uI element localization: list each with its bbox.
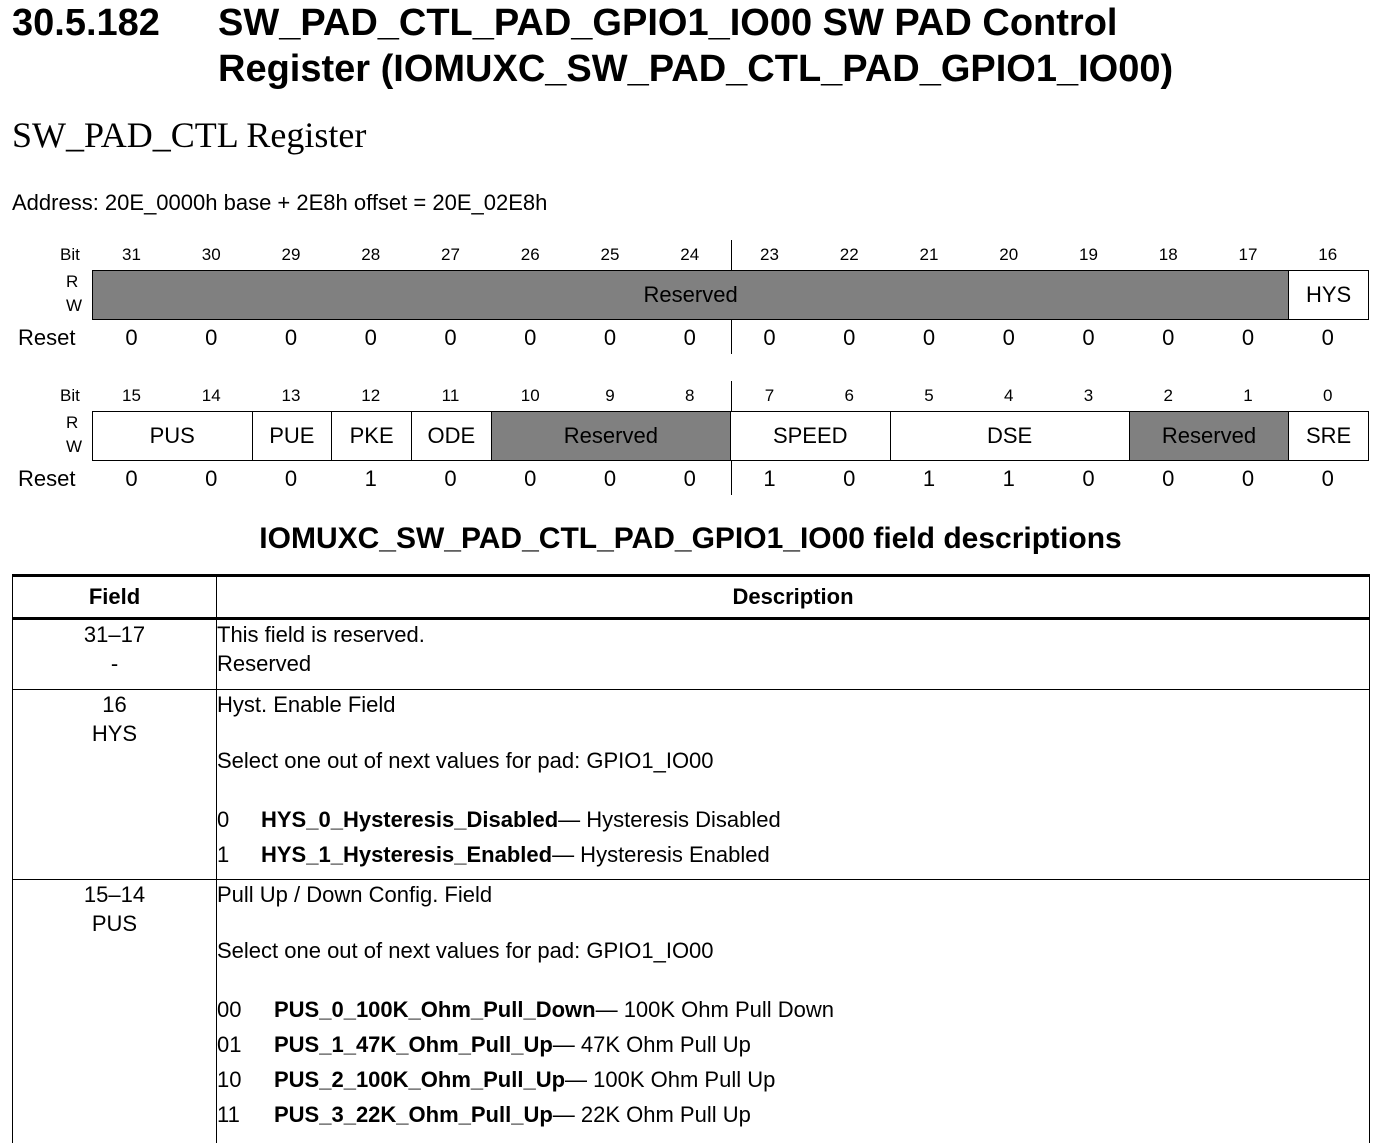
reset-value: 1 xyxy=(364,466,377,491)
register-field-sre: SRE xyxy=(1288,411,1369,461)
write-label: W xyxy=(66,437,83,456)
bit-number: 16 xyxy=(1318,245,1338,264)
description-cell xyxy=(217,690,1370,880)
bit-number: 8 xyxy=(685,386,695,405)
bit-number: 5 xyxy=(924,386,934,405)
reset-value: 0 xyxy=(763,325,776,350)
value-description: — 47K Ohm Pull Up xyxy=(552,1032,751,1057)
table-row xyxy=(13,619,1370,690)
value-item xyxy=(217,992,1369,1027)
bit-number: 11 xyxy=(441,386,460,405)
register-subtitle: SW_PAD_CTL Register xyxy=(12,115,367,155)
reset-value: 0 xyxy=(364,325,377,350)
value-code: 01 xyxy=(217,1032,242,1057)
reset-value: 0 xyxy=(524,325,537,350)
field-bits: 16 xyxy=(102,692,127,717)
reset-value: 0 xyxy=(1241,325,1255,350)
field-name: - xyxy=(110,651,119,676)
value-item xyxy=(217,1027,1369,1062)
reset-value: 0 xyxy=(205,325,218,350)
reset-value: 1 xyxy=(922,466,936,491)
table-row xyxy=(13,880,1370,1143)
value-description: — Hysteresis Enabled xyxy=(552,842,770,867)
reset-value: 0 xyxy=(284,466,298,491)
value-name: PUS_0_100K_Ohm_Pull_Down xyxy=(274,997,596,1022)
bit-number: 7 xyxy=(764,386,775,405)
reset-value: 0 xyxy=(444,466,457,491)
reset-value: 0 xyxy=(1082,466,1095,491)
description-text: Pull Up / Down Config. Field xyxy=(217,882,493,907)
bit-number: 17 xyxy=(1238,245,1258,264)
reset-value: 0 xyxy=(843,466,856,491)
bit-number: 3 xyxy=(1083,386,1094,405)
bit-label: Bit xyxy=(60,245,80,264)
value-name: PUS_1_47K_Ohm_Pull_Up xyxy=(274,1032,553,1057)
field-cell xyxy=(13,690,217,880)
bit-number: 25 xyxy=(600,245,620,264)
register-field-hys: HYS xyxy=(1288,270,1369,320)
reserved-field: Reserved xyxy=(92,270,1289,320)
bit-number: 20 xyxy=(999,245,1019,264)
reset-value: 1 xyxy=(1002,466,1015,491)
value-item xyxy=(217,1097,1369,1132)
value-name: HYS_1_Hysteresis_Enabled xyxy=(261,842,553,867)
read-label: R xyxy=(66,272,79,291)
register-diagram-lower xyxy=(0,381,1381,511)
section-title-line1: SW_PAD_CTL_PAD_GPIO1_IO00 SW PAD Control xyxy=(218,2,1118,44)
reset-value: 0 xyxy=(284,325,298,350)
value-item xyxy=(217,802,1369,837)
reset-value: 0 xyxy=(125,466,138,491)
reset-value: 1 xyxy=(763,466,776,491)
bit-number: 31 xyxy=(122,245,141,264)
bit-number: 2 xyxy=(1163,386,1173,405)
reset-value: 0 xyxy=(1321,325,1334,350)
bit-number: 12 xyxy=(361,386,381,405)
description-cell xyxy=(217,880,1370,1143)
bit-label: Bit xyxy=(60,386,80,405)
reset-label: Reset xyxy=(18,325,76,350)
reset-value: 0 xyxy=(683,325,696,350)
value-name: PUS_3_22K_Ohm_Pull_Up xyxy=(274,1102,553,1127)
bit-number: 26 xyxy=(520,245,540,264)
field-name: HYS xyxy=(91,721,138,746)
reset-value: 0 xyxy=(1162,466,1175,491)
value-code: 11 xyxy=(217,1102,240,1127)
value-code: 1 xyxy=(217,842,230,867)
bit-number: 4 xyxy=(1004,386,1014,405)
table-header-row xyxy=(13,576,1370,619)
value-code: 10 xyxy=(217,1067,242,1092)
description-text: Reserved xyxy=(217,651,312,676)
value-code: 00 xyxy=(217,997,242,1022)
bit-number: 23 xyxy=(760,245,779,264)
register-diagram-upper xyxy=(0,240,1381,370)
register-address: Address: 20E_0000h base + 2E8h offset = 20E_02E8h xyxy=(12,190,548,215)
bit-number: 24 xyxy=(680,245,700,264)
column-header-description: Description xyxy=(217,576,1370,619)
reset-value: 0 xyxy=(205,466,218,491)
reset-value: 0 xyxy=(125,325,138,350)
reset-value: 0 xyxy=(1082,325,1095,350)
value-description: — 22K Ohm Pull Up xyxy=(552,1102,751,1127)
bit-number: 13 xyxy=(281,386,301,405)
bit-number: 29 xyxy=(281,245,301,264)
write-label: W xyxy=(66,296,83,315)
register-field-speed: SPEED xyxy=(730,411,891,461)
section-number: 30.5.182 xyxy=(12,2,160,44)
section-title xyxy=(218,0,1173,92)
reset-value: 0 xyxy=(1321,466,1334,491)
read-label: R xyxy=(66,413,79,432)
field-cell xyxy=(13,619,217,690)
field-description-table xyxy=(12,574,1370,1143)
value-description: — 100K Ohm Pull Down xyxy=(595,997,835,1022)
select-instruction: Select one out of next values for pad: GPIO1_IO00 xyxy=(217,748,714,773)
reset-value: 0 xyxy=(683,466,696,491)
bit-number: 18 xyxy=(1158,245,1178,264)
reset-value: 0 xyxy=(603,466,617,491)
description-cell xyxy=(217,619,1370,690)
register-field-pue: PUE xyxy=(252,411,333,461)
field-cell xyxy=(13,880,217,1143)
select-instruction: Select one out of next values for pad: GPIO1_IO00 xyxy=(217,938,714,963)
table-row xyxy=(13,690,1370,880)
bit-number: 14 xyxy=(201,386,221,405)
reset-value: 0 xyxy=(922,325,936,350)
bit-number: 19 xyxy=(1079,245,1098,264)
register-field-pus: PUS xyxy=(92,411,253,461)
reset-label: Reset xyxy=(18,466,76,491)
section-title-line2: Register (IOMUXC_SW_PAD_CTL_PAD_GPIO1_IO00) xyxy=(218,48,1174,90)
bit-number: 1 xyxy=(1243,386,1253,405)
register-field-pke: PKE xyxy=(331,411,412,461)
field-table-title: IOMUXC_SW_PAD_CTL_PAD_GPIO1_IO00 field descriptions xyxy=(259,522,1122,555)
register-field-ode: ODE xyxy=(411,411,492,461)
bit-number: 21 xyxy=(919,245,939,264)
column-header-field: Field xyxy=(13,576,217,619)
bit-number: 27 xyxy=(441,245,460,264)
reset-value: 0 xyxy=(524,466,537,491)
reserved-field: Reserved xyxy=(1129,411,1290,461)
value-name: PUS_2_100K_Ohm_Pull_Up xyxy=(274,1067,566,1092)
bit-number: 30 xyxy=(201,245,221,264)
value-description: — 100K Ohm Pull Up xyxy=(565,1067,776,1092)
reset-value: 0 xyxy=(1162,325,1175,350)
bit-number: 15 xyxy=(122,386,141,405)
reset-value: 0 xyxy=(444,325,457,350)
reset-value: 0 xyxy=(843,325,856,350)
value-description: — Hysteresis Disabled xyxy=(558,807,781,832)
field-name: PUS xyxy=(91,911,138,936)
bit-number: 28 xyxy=(361,245,381,264)
reset-value: 0 xyxy=(1241,466,1255,491)
field-bits: 15–14 xyxy=(83,882,146,907)
reserved-field: Reserved xyxy=(491,411,731,461)
bit-number: 9 xyxy=(605,386,615,405)
description-text: This field is reserved. xyxy=(217,622,425,647)
value-code: 0 xyxy=(217,807,230,832)
value-name: HYS_0_Hysteresis_Disabled xyxy=(261,807,559,832)
register-field-dse: DSE xyxy=(890,411,1130,461)
bit-number: 0 xyxy=(1323,386,1333,405)
bit-number: 22 xyxy=(839,245,859,264)
bit-number: 6 xyxy=(844,386,854,405)
field-bits: 31–17 xyxy=(83,622,146,647)
value-item xyxy=(217,1062,1369,1097)
value-item xyxy=(217,837,1369,872)
reset-value: 0 xyxy=(1002,325,1015,350)
bit-number: 10 xyxy=(520,386,540,405)
reset-value: 0 xyxy=(603,325,617,350)
description-text: Hyst. Enable Field xyxy=(217,692,396,717)
